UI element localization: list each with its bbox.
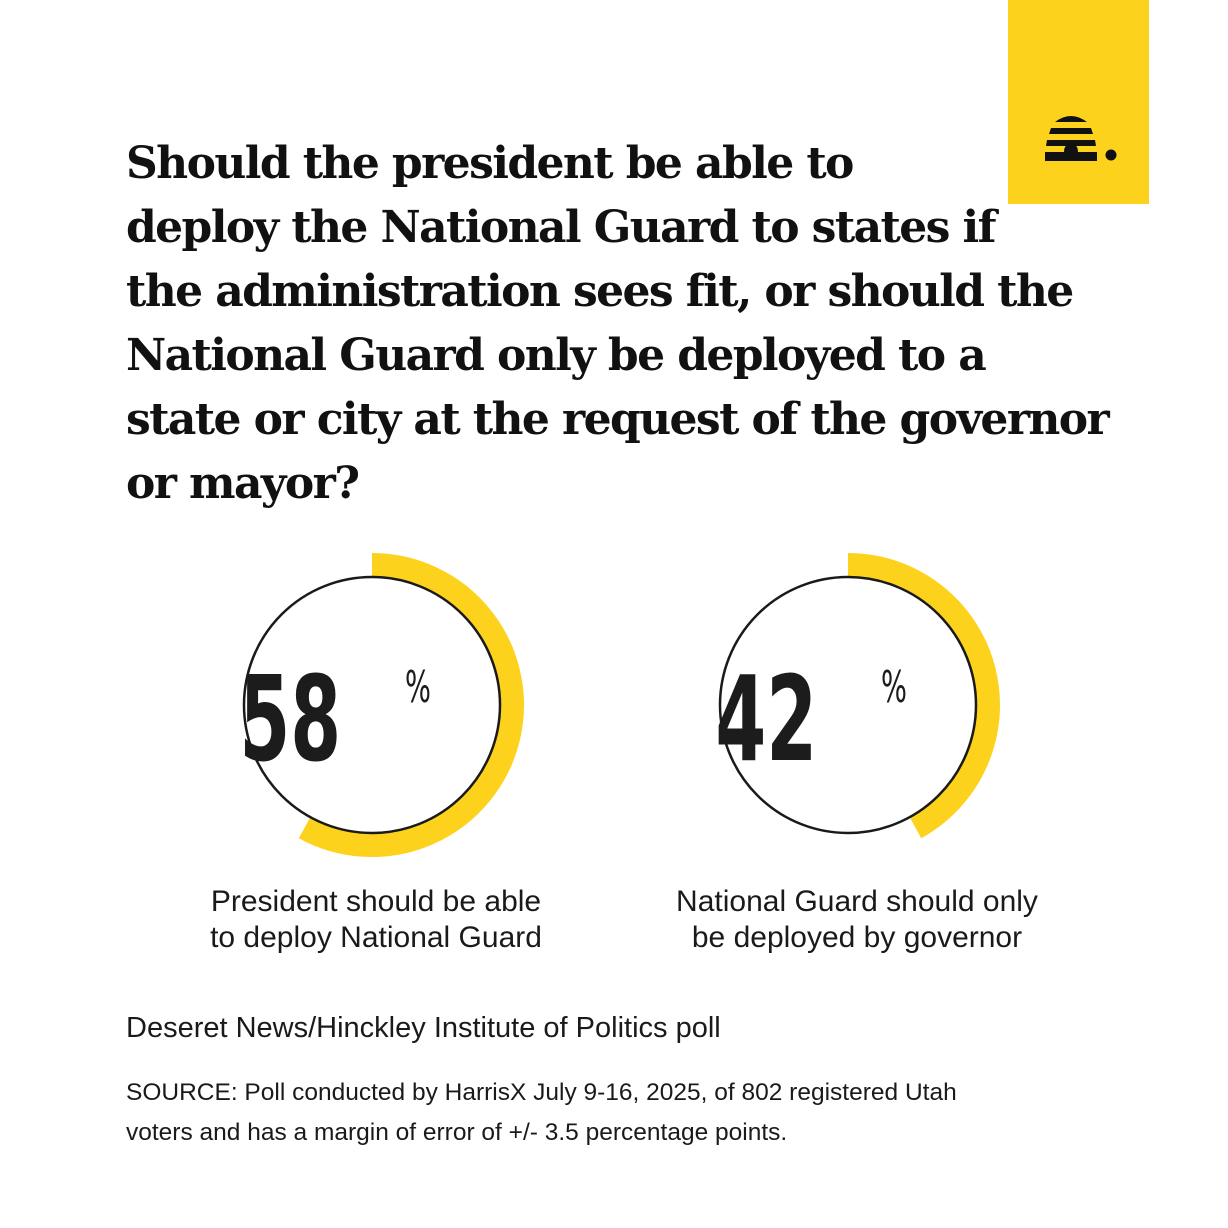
donut-label-line: be deployed by governor [691,921,1023,954]
donut-label-line: President should be able [210,885,542,918]
question-heading [126,132,1116,516]
donut-value-governor: 42 [715,651,818,789]
question-line: National Guard only be deployed to a [126,330,986,381]
donut-chart-president [212,545,532,865]
donut-label-line: to deploy National Guard [210,921,542,954]
donut-svg-president [212,545,532,865]
donut-chart-governor [688,545,1008,865]
question-line: the administration sees fit, or should the [126,266,1073,317]
poll-name: Deseret News/Hinckley Institute of Politics poll [126,1012,721,1044]
question-line: state or city at the request of the governor [126,394,1109,445]
source-line: SOURCE: Poll conducted by HarrisX July 9-16, 2025, of 802 registered Utah [126,1079,957,1106]
donut-arc-governor [848,565,988,828]
donut-label-president [156,884,596,956]
source-line: voters and has a margin of error of +/- 3.5 percentage points. [126,1119,788,1146]
donut-percent-sign-president: % [405,661,431,713]
donut-label-line: National Guard should only [676,885,1038,918]
question-line: deploy the National Guard to states if [126,202,995,253]
question-line: Should the president be able to [126,138,853,189]
donut-value-president: 58 [239,651,342,789]
question-line: or mayor? [126,458,359,509]
source-note [126,1073,1116,1153]
donut-percent-sign-governor: % [881,661,907,713]
donut-label-governor [637,884,1077,956]
donut-svg-governor [688,545,1008,865]
